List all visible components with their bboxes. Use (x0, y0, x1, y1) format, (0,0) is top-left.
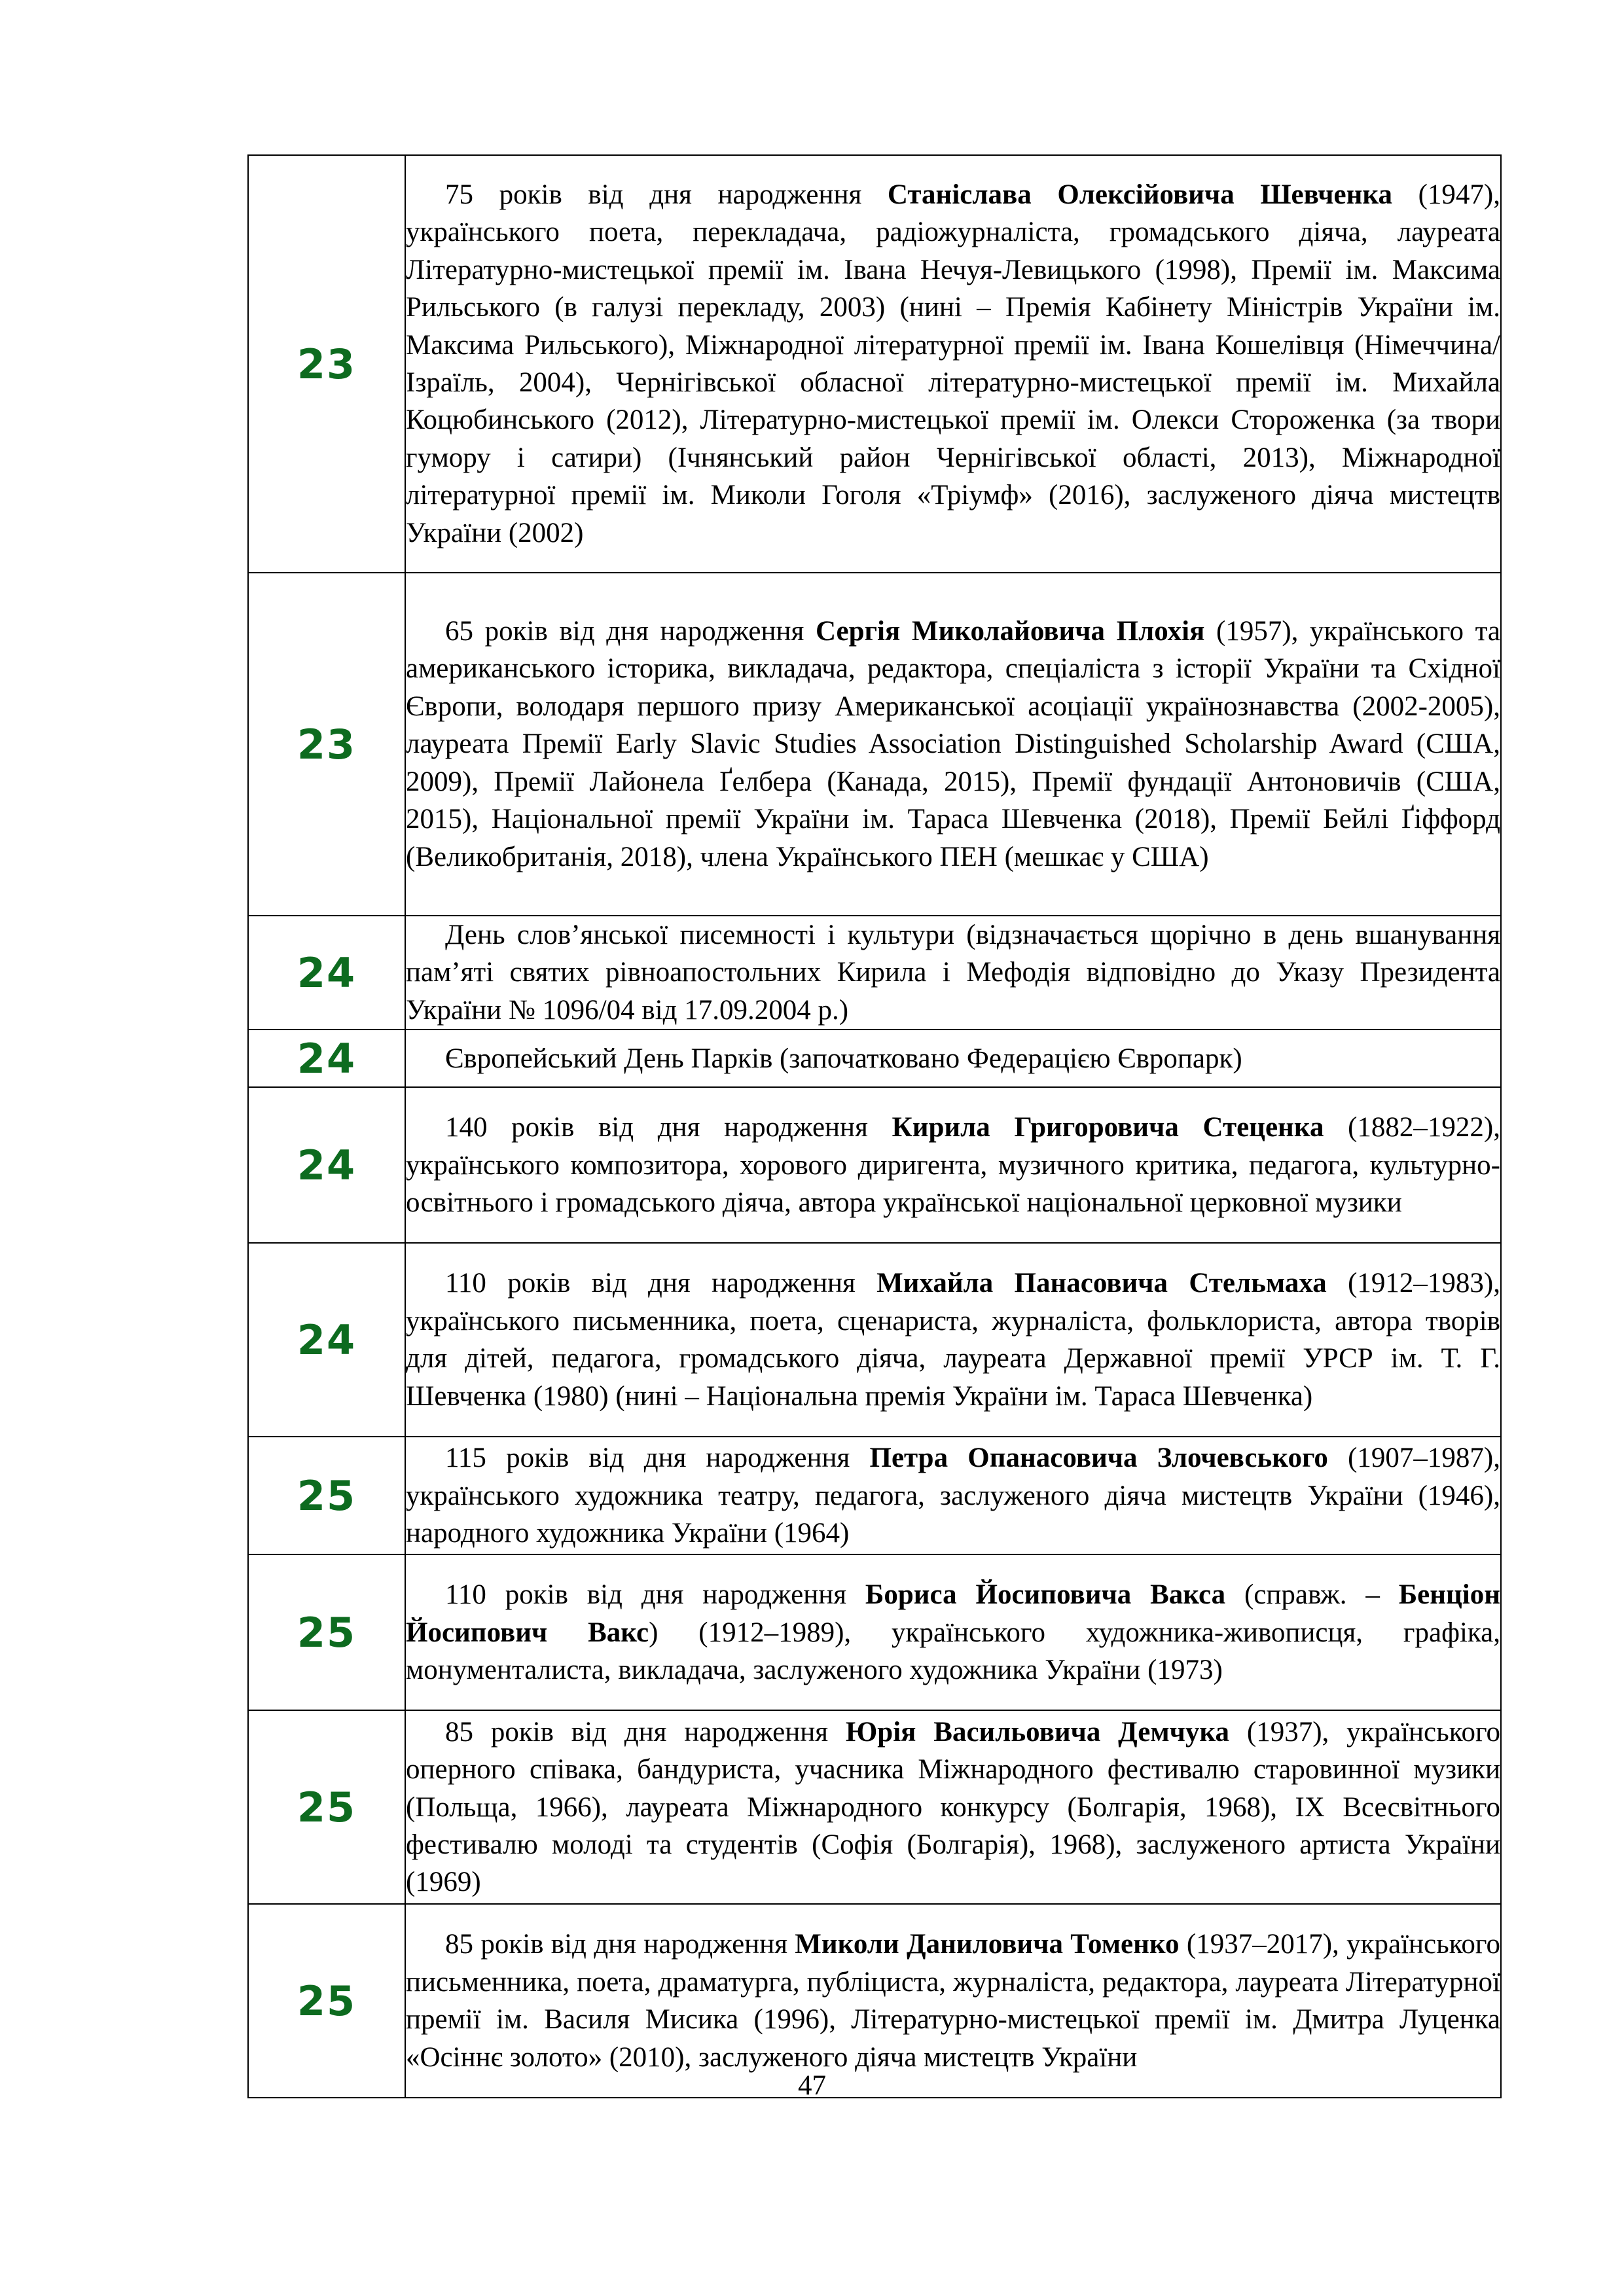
event-text: 75 років від дня народження (445, 179, 888, 210)
event-text: (1937–2017), українського письменника, поета, драматурга, публіциста, журналіста, редактора, лауреата Літературної премії ім. Василя Мисика (1996), Літературно-мистецької премії ім. Дмитра Луценка «Осіннє золото» (2010), заслуженого діяча мистецтв України (406, 1929, 1500, 2073)
person-name: Сергія Миколайовича Плохія (815, 616, 1205, 647)
event-text: (1957), українського та американського історика, викладача, редактора, спеціаліста з історії України та Східної Європи, володаря першого призу Американської асоціації українознавства (2002-2005), лауреата Премії Early Slavic Studies Association Distinguished Scholarship Award (США, 2009), Премії Лайонела Ґелбера (Канада, 2015), Премії фундації Антоновичів (США, 2015), Національної премії України ім. Тараса Шевченка (2018), Премії Бейлі Ґіффорд (Великобританія, 2018), члена Українського ПЕН (мешкає у США) (406, 616, 1500, 872)
event-description (405, 916, 1501, 1030)
day-number: 24 (248, 1243, 405, 1437)
event-text: 65 років від дня народження (445, 616, 816, 647)
event-text: (справж. – (1225, 1579, 1399, 1611)
day-number: 24 (248, 1087, 405, 1243)
event-description (405, 573, 1501, 916)
event-text: ) (1912–1989), українського художника-живописця, графіка, монументалиста, викладача, заслуженого художника України (1973) (406, 1617, 1501, 1685)
event-text: Європейський День Парків (започатковано Федерацією Європарк) (445, 1043, 1242, 1074)
person-name: Михайла Панасовича Стельмаха (876, 1268, 1327, 1299)
event-description (405, 1554, 1501, 1710)
event-description (405, 155, 1501, 573)
table-row (248, 1030, 1501, 1087)
event-text: 85 років від дня народження (445, 1929, 795, 1960)
table-row (248, 1087, 1501, 1243)
table-row (248, 1904, 1501, 2098)
event-text: (1912–1983), українського письменника, поета, сценариста, журналіста, фольклориста, автора творів для дітей, педагога, громадського діяча, лауреата Державної премії УРСР ім. Т. Г. Шевченка (1980) (нині – Національна премія України ім. Тараса Шевченка) (406, 1268, 1500, 1412)
day-number: 23 (248, 155, 405, 573)
person-name: Миколи Даниловича Томенко (795, 1929, 1180, 1960)
event-text: (1947), українського поета, перекладача, радіожурналіста, громадського діяча, лауреата Літературно-мистецької премії ім. Івана Нечуя-Левицького (1998), Премії ім. Максима Рильського (в галузі перекладу, 2003) (нині – Премія Кабінету Міністрів України ім. Максима Рильського), Міжнародної літературної премії ім. Івана Кошелівця (Німеччина/Ізраїль, 2004), Чернігівської обласної літературно-мистецької премії ім. Михайла Коцюбинського (2012), Літературно-мистецької премії ім. Олекси Стороженка (за твори гумору і сатири) (Ічнянський район Чернігівської області, 2013), Міжнародної літературної премії ім. Миколи Гоголя «Тріумф» (2016), заслуженого діяча мистецтв України (2002) (406, 179, 1500, 548)
table-row (248, 1554, 1501, 1710)
event-text: (1907–1987), українського художника театру, педагога, заслуженого діяча мистецтв України (1946), народного художника України (1964) (406, 1443, 1500, 1549)
event-text: 85 років від дня народження (445, 1716, 846, 1748)
day-number: 24 (248, 1030, 405, 1087)
person-name: Петра Опанасовича Злочевського (869, 1443, 1328, 1474)
person-name: Бориса Йосиповича Вакса (865, 1579, 1226, 1611)
person-real-name: Бенціон Йосипович Вакс (406, 1579, 1501, 1648)
day-number: 24 (248, 916, 405, 1030)
event-text: (1937), українського оперного співака, бандуриста, учасника Міжнародного фестивалю старовинної музики (Польща, 1966), лауреата Міжнародного конкурсу (Болгарія, 1968), IX Всесвітнього фестивалю молоді та студентів (Софія (Болгарія), 1968), заслуженого артиста України (1969) (406, 1716, 1501, 1898)
person-name: Станіслава Олексійовича Шевченка (887, 179, 1392, 210)
day-number: 25 (248, 1710, 405, 1904)
event-description (405, 1087, 1501, 1243)
page-number: 47 (798, 2070, 826, 2101)
event-text: (1882–1922), українського композитора, хорового диригента, музичного критика, педагога, культурно-освітнього і громадського діяча, автора української національної церковної музики (406, 1112, 1501, 1218)
person-name: Юрія Васильовича Демчука (845, 1716, 1230, 1748)
day-number: 25 (248, 1904, 405, 2098)
day-number: 25 (248, 1437, 405, 1554)
table-row (248, 573, 1501, 916)
event-text: 140 років від дня народження (445, 1112, 892, 1143)
event-description (405, 1030, 1501, 1087)
event-text: 115 років від дня народження (445, 1443, 870, 1474)
table-row (248, 1437, 1501, 1554)
day-number: 23 (248, 573, 405, 916)
table-row (248, 1243, 1501, 1437)
event-description (405, 1710, 1501, 1904)
events-calendar-table (247, 154, 1502, 2098)
event-text: 110 років від дня народження (445, 1268, 877, 1299)
table-row (248, 155, 1501, 573)
event-text: 110 років від дня народження (445, 1579, 865, 1611)
person-name: Кирила Григоровича Стеценка (892, 1112, 1324, 1143)
event-text: День слов’янської писемності і культури (відзначається щорічно в день вшанування пам’яті святих рівноапостольних Кирила і Мефодія відповідно до Указу Президента України № 1096/04 від 17.09.2004 р.) (406, 920, 1500, 1026)
table-row (248, 916, 1501, 1030)
event-description (405, 1904, 1501, 2098)
table-row (248, 1710, 1501, 1904)
day-number: 25 (248, 1554, 405, 1710)
event-description (405, 1243, 1501, 1437)
event-description (405, 1437, 1501, 1554)
